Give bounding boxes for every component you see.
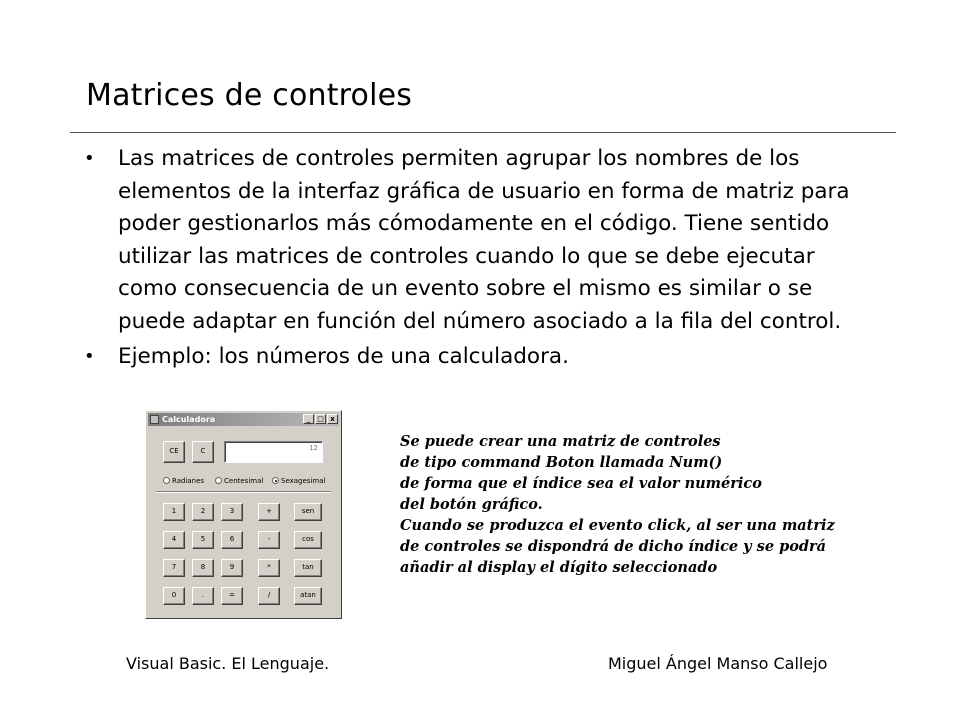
calc-key-1-4: cos (294, 531, 322, 549)
calc-key-2-0: 7 (163, 559, 185, 577)
radio-label: Sexagesimal (281, 477, 326, 485)
minimize-button: _ (303, 414, 314, 424)
note-line: añadir al display el dígito seleccionado (400, 559, 718, 576)
radio-dot (163, 477, 170, 484)
calculator-window-screenshot (145, 410, 342, 619)
explanation-note (400, 431, 900, 578)
bullet-marker: • (84, 148, 95, 169)
note-line: Cuando se produzca el evento click, al ser una matriz (400, 517, 835, 534)
calc-key-2-3: * (258, 559, 280, 577)
note-line: Se puede crear una matriz de controles (400, 433, 721, 450)
bullet-item (80, 143, 870, 338)
note-line: de tipo command Boton llamada Num() (400, 454, 723, 471)
calc-key-0-2: 3 (221, 503, 243, 521)
bullet-text: Las matrices de controles permiten agrupar los nombres de los elementos de la interfaz gráfica de usuario en forma de matriz para poder gestionarlos más cómodamente en el código. Tiene sentido utilizar las matrices de controles cuando lo que se debe ejecutar como consecuencia de un evento sobre el mismo es similar o se puede adaptar en función del número asociado a la fila del control. (118, 146, 850, 334)
ce-button: CE (163, 441, 185, 463)
calculator-window-title: Calculadora (162, 415, 216, 424)
calc-key-0-4: sen (294, 503, 322, 521)
calc-key-2-1: 8 (192, 559, 214, 577)
calc-key-2-4: tan (294, 559, 322, 577)
calculator-titlebar (148, 413, 339, 426)
calc-key-0-1: 2 (192, 503, 214, 521)
title-divider (70, 132, 896, 133)
calc-key-1-0: 4 (163, 531, 185, 549)
calc-key-3-0: 0 (163, 587, 185, 605)
note-line: de controles se dispondrá de dicho índice y se podrá (400, 538, 827, 555)
note-line: del botón gráfico. (400, 496, 543, 513)
radio-sexagesimal (272, 477, 325, 485)
maximize-button: □ (315, 414, 326, 424)
bullet-list (80, 143, 870, 374)
calc-key-1-1: 5 (192, 531, 214, 549)
calc-key-3-3: / (258, 587, 280, 605)
bullet-item (80, 341, 870, 374)
radio-centesimal (215, 477, 263, 485)
calc-key-3-4: atan (294, 587, 322, 605)
footer-course-title: Visual Basic. El Lenguaje. (126, 654, 330, 673)
calc-key-1-3: - (258, 531, 280, 549)
app-icon (150, 415, 159, 424)
radio-label: Centesimal (224, 477, 264, 485)
c-button: C (192, 441, 214, 463)
slide-title: Matrices de controles (86, 78, 413, 113)
bullet-marker: • (84, 346, 95, 367)
calculator-separator (156, 491, 331, 493)
calc-key-3-1: . (192, 587, 214, 605)
calculator-display: 12 (224, 441, 323, 463)
close-button: x (327, 414, 338, 424)
radio-dot-selected (272, 477, 279, 484)
calc-key-0-3: + (258, 503, 280, 521)
calc-key-2-2: 9 (221, 559, 243, 577)
bullet-text: Ejemplo: los números de una calculadora. (118, 344, 569, 369)
calc-key-3-2: = (221, 587, 243, 605)
radio-radianes (163, 477, 204, 485)
footer-author: Miguel Ángel Manso Callejo (608, 654, 828, 673)
calc-key-1-2: 6 (221, 531, 243, 549)
radio-dot (215, 477, 222, 484)
note-line: de forma que el índice sea el valor numérico (400, 475, 762, 492)
radio-label: Radianes (172, 477, 205, 485)
calc-key-0-0: 1 (163, 503, 185, 521)
